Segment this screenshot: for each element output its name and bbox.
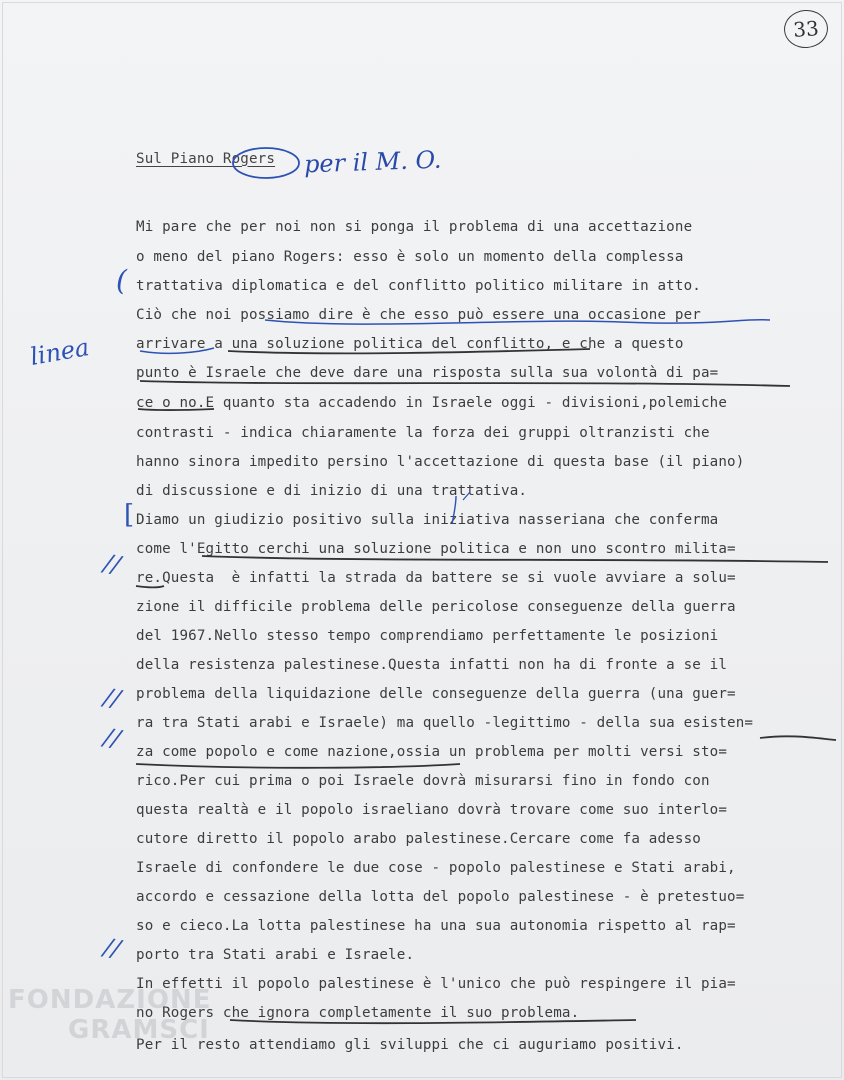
body-line: Ciò che noi possiamo dire è che esso può essere una occasione per [136,307,701,323]
body-line: so e cieco.La lotta palestinese ha una sua autonomia rispetto al rap= [136,918,736,934]
body-line: ra tra Stati arabi e Israele) ma quello -legittimo - della sua esisten= [136,715,754,731]
body-line: porto tra Stati arabi e Israele. [136,947,415,963]
body-line: no Rogers che ignora completamente il suo problema. [136,1005,580,1021]
body-line: questa realtà e il popolo israeliano dovrà trovare come suo interlo= [136,802,728,818]
body-line: re.Questa è infatti la strada da battere se si vuole avviare a solu= [136,570,736,586]
body-line: accordo e cessazione della lotta del popolo palestinese - è pretestuo= [136,889,745,905]
body-line: Israele di confondere le due cose - popolo palestinese e Stati arabi, [136,860,736,876]
document-title [136,148,275,178]
body-line: zione il difficile problema delle pericolose conseguenze della guerra [136,599,736,615]
margin-mark: // [101,682,123,714]
body-line: contrasti - indica chiaramente la forza dei gruppi oltranzisti che [136,425,710,441]
body-line: cutore diretto il popolo arabo palestinese.Cercare come fa adesso [136,831,701,847]
pencil-underline [760,736,836,740]
body-line: del 1967.Nello stesso tempo comprendiamo perfettamente le posizioni [136,628,719,644]
margin-mark: // [101,722,123,754]
body-line: trattativa diplomatica e del conflitto politico militare in atto. [136,278,701,294]
body-line: punto è Israele che deve dare una risposta sulla sua volontà di pa= [136,365,719,381]
body-line: o meno del piano Rogers: esso è solo un momento della complessa [136,249,684,265]
body-line: arrivare a una soluzione politica del conflitto, e che a questo [136,336,684,352]
body-line: ce o no.E quanto sta accadendo in Israele oggi - divisioni,polemiche [136,395,728,411]
margin-note-linea: linea [28,333,92,371]
page-number-circled: 33 [783,9,830,50]
body-line: Per il resto attendiamo gli sviluppi che ci auguriamo positivi. [136,1037,684,1053]
body-line: za come popolo e come nazione,ossia un problema per molti versi sto= [136,744,728,760]
body-line: Diamo un giudizio positivo sulla iniziativa nasseriana che conferma [136,512,719,528]
margin-square-bracket: [ [124,500,135,530]
body-line: Mi pare che per noi non si ponga il problema di una accettazione [136,219,693,235]
watermark-line-1: FONDAZIONE [8,985,212,1015]
body-line: hanno sinora impedito persino l'accettazione di questa base (il piano) [136,454,745,470]
body-line: come l'Egitto cerchi una soluzione politica e non uno scontro milita= [136,541,736,557]
body-line: In effetti il popolo palestinese è l'unico che può respingere il pia= [136,976,736,992]
body-line: di discussione e di inizio di una trattativa. [136,483,528,499]
body-line: problema della liquidazione delle conseguenze della guerra (una guer= [136,686,736,702]
margin-mark: // [101,932,123,964]
body-line: rico.Per cui prima o poi Israele dovrà misurarsi fino in fondo con [136,773,710,789]
body-line: della resistenza palestinese.Questa infatti non ha di fronte a se il [136,657,728,673]
watermark-line-2: GRAMSCI [68,1015,210,1045]
margin-bracket: ( [116,264,127,297]
title-handwritten-addition: per il M. O. [303,145,442,179]
title-typed: Sul Piano Rogers [136,150,276,167]
margin-mark: // [101,548,123,580]
